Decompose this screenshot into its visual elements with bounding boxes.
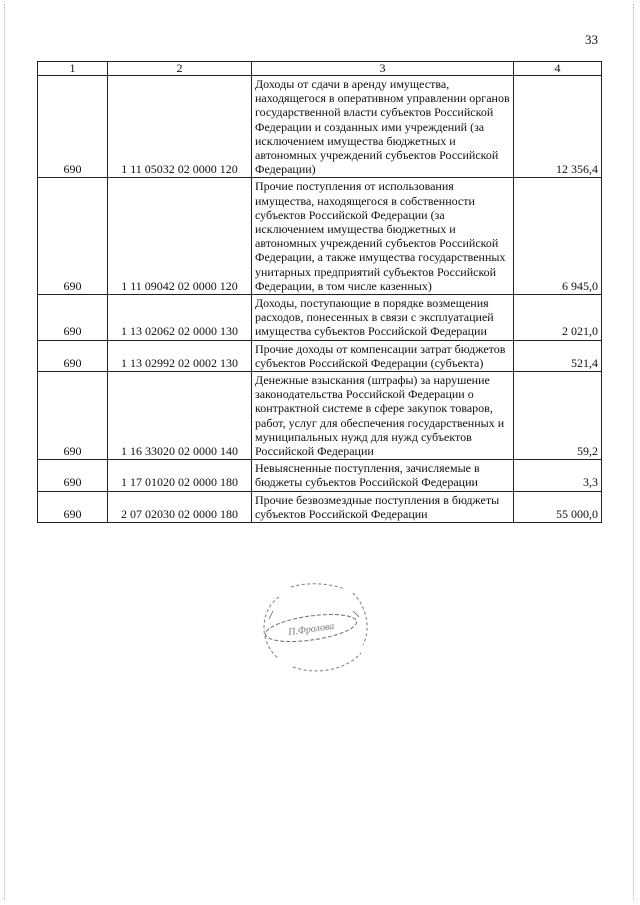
table-row <box>38 76 602 178</box>
table-row <box>38 295 602 341</box>
table-row <box>38 340 602 371</box>
amount-cell: 59,2 <box>514 372 602 460</box>
budget-code-cell: 2 07 02030 02 0000 180 <box>108 491 252 522</box>
admin-code-cell: 690 <box>38 460 108 491</box>
amount-cell: 2 021,0 <box>514 295 602 341</box>
budget-code-cell: 1 16 33020 02 0000 140 <box>108 372 252 460</box>
table-row <box>38 372 602 460</box>
page-number: 33 <box>585 32 598 47</box>
amount-cell: 12 356,4 <box>514 76 602 178</box>
income-table <box>37 61 602 523</box>
income-name-cell: Доходы от сдачи в аренду имущества, находящегося в оперативном управлении органов государственной власти субъектов Российской Федерации и созданных ими учреждений (за исключением имущества бюджетных и автономных учреждений субъектов Российской Федерации) <box>252 76 514 178</box>
budget-code-cell: 1 13 02992 02 0002 130 <box>108 340 252 371</box>
admin-code-cell: 690 <box>38 76 108 178</box>
admin-code-cell: 690 <box>38 295 108 341</box>
budget-code-cell: 1 17 01020 02 0000 180 <box>108 460 252 491</box>
income-name-cell: Прочие безвозмездные поступления в бюджеты субъектов Российской Федерации <box>252 491 514 522</box>
column-header-2: 2 <box>108 62 252 76</box>
column-header-4: 4 <box>514 62 602 76</box>
table-header-row <box>38 62 602 76</box>
amount-cell: 55 000,0 <box>514 491 602 522</box>
amount-cell: 3,3 <box>514 460 602 491</box>
table-row <box>38 178 602 295</box>
income-name-cell: Денежные взыскания (штрафы) за нарушение законодательства Российской Федерации о контрактной системе в сфере закупок товаров, работ, услуг для обеспечения государственных и муниципальных нужд для нужд субъектов Российской Федерации <box>252 372 514 460</box>
official-stamp <box>249 583 375 673</box>
income-name-cell: Прочие доходы от компенсации затрат бюджетов субъектов Российской Федерации (субъекта) <box>252 340 514 371</box>
admin-code-cell: 690 <box>38 340 108 371</box>
amount-cell: 6 945,0 <box>514 178 602 295</box>
admin-code-cell: 690 <box>38 178 108 295</box>
table-row <box>38 460 602 491</box>
income-name-cell: Невыясненные поступления, зачисляемые в бюджеты субъектов Российской Федерации <box>252 460 514 491</box>
admin-code-cell: 690 <box>38 491 108 522</box>
column-header-3: 3 <box>252 62 514 76</box>
stamp-text: П.Фролова <box>287 620 335 639</box>
admin-code-cell: 690 <box>38 372 108 460</box>
income-name-cell: Прочие поступления от использования имущества, находящегося в собственности субъектов Российской Федерации (за исключением имущества бюджетных и автономных учреждений субъектов Российской Федерации, а также имущества государственных унитарных предприятий субъектов Российской Федерации, в том числе казенных) <box>252 178 514 295</box>
amount-cell: 521,4 <box>514 340 602 371</box>
budget-code-cell: 1 11 09042 02 0000 120 <box>108 178 252 295</box>
budget-code-cell: 1 13 02062 02 0000 130 <box>108 295 252 341</box>
budget-code-cell: 1 11 05032 02 0000 120 <box>108 76 252 178</box>
table-row <box>38 491 602 522</box>
income-name-cell: Доходы, поступающие в порядке возмещения расходов, понесенных в связи с эксплуатацией имущества субъектов Российской Федерации <box>252 295 514 341</box>
column-header-1: 1 <box>38 62 108 76</box>
